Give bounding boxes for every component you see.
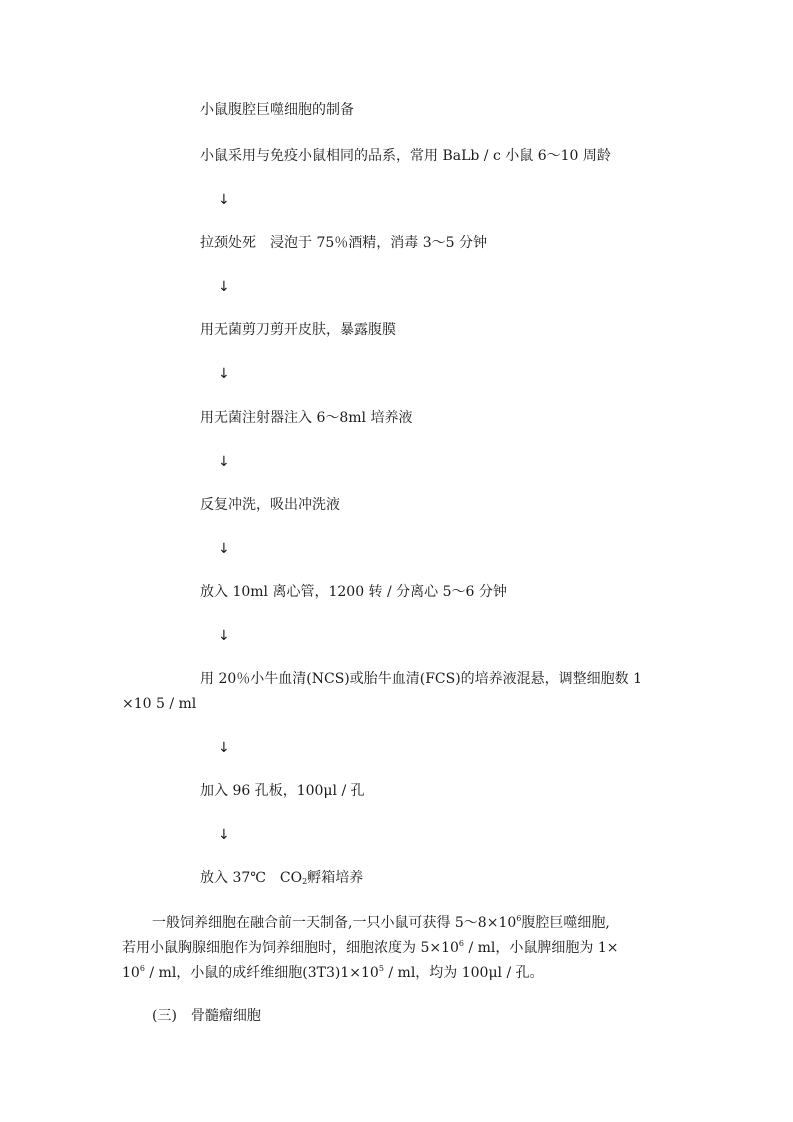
- paragraph-line-1: [152, 913, 610, 933]
- superscript: 6: [458, 939, 464, 948]
- paragraph-text: / ml，小鼠脾细胞为 1×: [464, 940, 619, 956]
- section-title: 小鼠腹腔巨噬细胞的制备: [200, 102, 354, 118]
- step-9-suffix: 孵箱培养: [307, 870, 364, 886]
- paragraph-text: 若用小鼠胸腺细胞作为饲养细胞时，细胞浓度为 5×10: [122, 940, 459, 956]
- superscript: 6: [516, 914, 522, 923]
- step-4: 用无菌注射器注入 6～8ml 培养液: [200, 410, 413, 426]
- arrow-down-icon: ↓: [218, 366, 230, 382]
- paragraph-text: / ml，小鼠的成纤维细胞(3T3)1×10: [144, 965, 379, 981]
- arrow-down-icon: ↓: [218, 192, 230, 208]
- arrow-down-icon: ↓: [218, 740, 230, 756]
- co2-subscript: 2: [302, 877, 308, 886]
- arrow-down-icon: ↓: [218, 279, 230, 295]
- paragraph-line-2: [122, 938, 618, 958]
- arrow-down-icon: ↓: [218, 454, 230, 470]
- step-9: [200, 868, 363, 888]
- step-8: 加入 96 孔板，100μl / 孔: [200, 783, 365, 799]
- paragraph-text: / ml，均为 100μl / 孔。: [383, 965, 544, 981]
- step-2: 拉颈处死 浸泡于 75％酒精，消毒 3～5 分钟: [200, 235, 487, 251]
- step-6: 放入 10ml 离心管，1200 转 / 分离心 5～6 分钟: [200, 584, 507, 600]
- step-9-prefix: 放入 37℃ CO: [200, 870, 303, 886]
- step-5: 反复冲洗，吸出冲洗液: [200, 497, 340, 513]
- step-7-continuation: ×10 5 / ml: [122, 696, 197, 712]
- paragraph-text: 10: [122, 965, 140, 981]
- step-3: 用无菌剪刀剪开皮肤，暴露腹膜: [200, 322, 396, 338]
- superscript: 6: [139, 964, 145, 973]
- superscript: 5: [378, 964, 384, 973]
- arrow-down-icon: ↓: [218, 628, 230, 644]
- step-1: 小鼠采用与免疫小鼠相同的品系，常用 BaLb / c 小鼠 6～10 周龄: [200, 148, 611, 164]
- arrow-down-icon: ↓: [218, 827, 230, 843]
- paragraph-line-3: [122, 963, 544, 983]
- step-7: 用 20％小牛血清(NCS)或胎牛血清(FCS)的培养液混悬，调整细胞数 1: [200, 671, 643, 687]
- section-heading: (三) 骨髓瘤细胞: [152, 1008, 261, 1024]
- paragraph-text: 一般饲养细胞在融合前一天制备,一只小鼠可获得 5～8×10: [152, 915, 517, 931]
- paragraph-text: 腹腔巨噬细胞,: [521, 915, 610, 931]
- arrow-down-icon: ↓: [218, 541, 230, 557]
